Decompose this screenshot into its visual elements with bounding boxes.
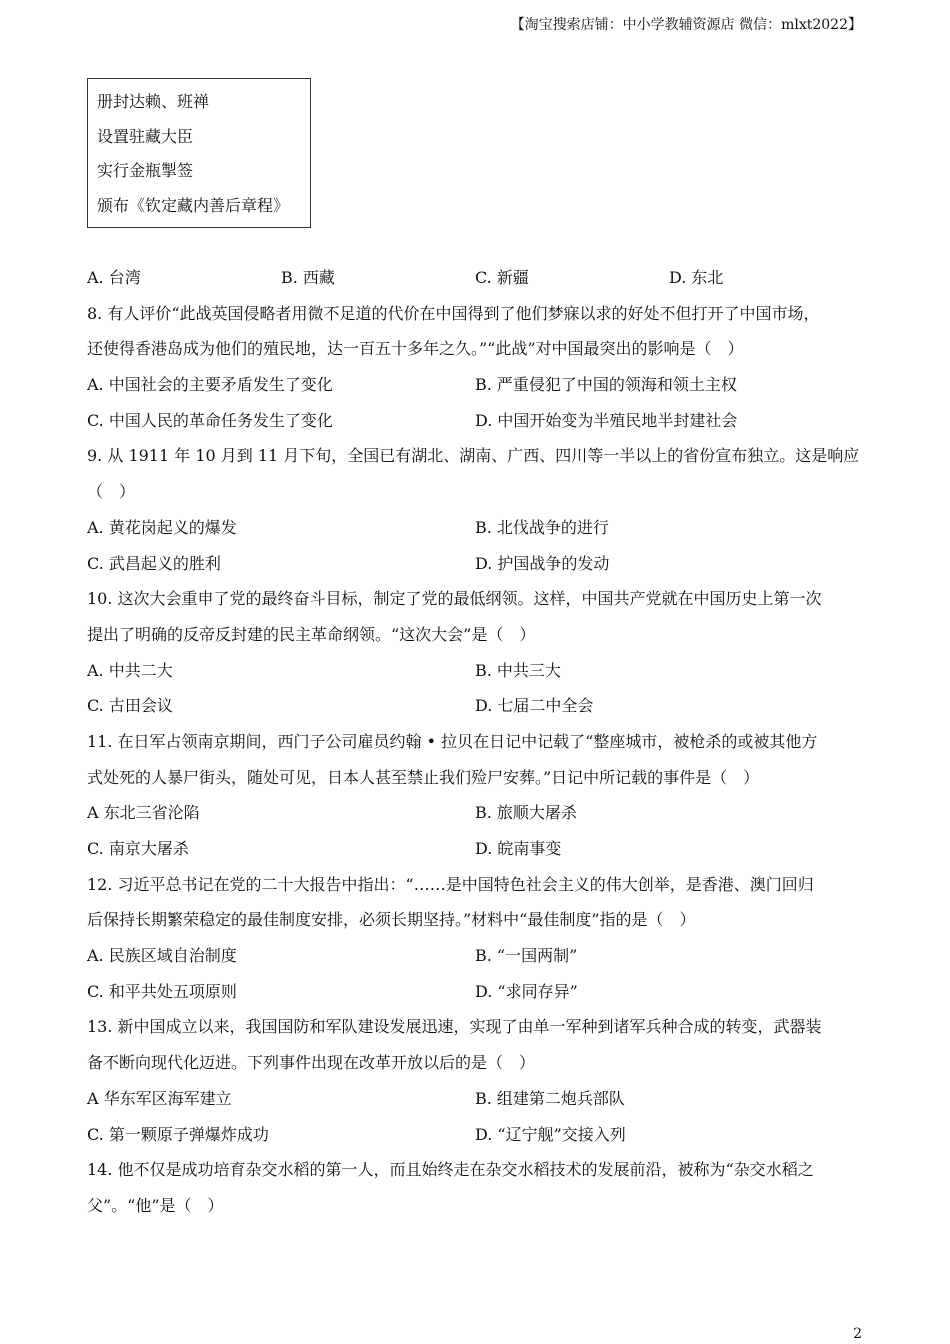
q12-option-a: A. 民族区域自治制度 <box>87 946 237 966</box>
q13-option-d: D. “辽宁舰”交接入列 <box>475 1124 626 1144</box>
q10-option-a: A. 中共二大 <box>87 660 173 680</box>
q9-stem-line-1: 9. 从 1911 年 10 月到 11 月下旬，全国已有湖北、湖南、广西、四川等一半以上的省份宣布独立。这是响应 <box>87 446 860 466</box>
q13-options-row-1 <box>87 1081 865 1117</box>
q13-options-row-2 <box>87 1117 865 1153</box>
q12-option-c: C. 和平共处五项原则 <box>87 981 237 1001</box>
question-list <box>87 260 865 1224</box>
q11-option-d: D. 皖南事变 <box>475 839 562 858</box>
q13-option-b: B. 组建第二炮兵部队 <box>475 1088 625 1108</box>
q10-stem-line-1: 10. 这次大会重申了党的最终奋斗目标，制定了党的最低纲领。这样，中国共产党就在中国历史上第一次 <box>87 589 822 609</box>
q10-options-row-2 <box>87 688 865 724</box>
q8-option-c: C. 中国人民的革命任务发生了变化 <box>87 410 333 430</box>
q9-options-row-1 <box>87 510 865 546</box>
q11-option-b: B. 旅顺大屠杀 <box>475 803 577 823</box>
q12-option-b: B. “一国两制” <box>475 946 578 966</box>
q9-option-a: A. 黄花岗起义的爆发 <box>87 517 237 537</box>
q9-option-b: B. 北伐战争的进行 <box>475 517 609 537</box>
material-line: 册封达赖、班禅 <box>97 92 210 111</box>
q12-stem-line-1: 12. 习近平总书记在党的二十大报告中指出：“……是中国特色社会主义的伟大创举，是香港、澳门回归 <box>87 874 814 894</box>
q13-stem-line-2: 备不断向现代化迈进。下列事件出现在改革开放以后的是（ ） <box>87 1053 536 1073</box>
q11-options-row-2 <box>87 831 865 867</box>
q13-stem-line-1: 13. 新中国成立以来，我国国防和军队建设发展迅速，实现了由单一军种到诸军兵种合成的转变，武器装 <box>87 1017 822 1037</box>
q11-stem-line-2: 式处死的人暴尸街头，随处可见，日本人甚至禁止我们殓尸安葬。”日记中所记载的事件是（ ） <box>87 767 760 787</box>
q12-options-row-1 <box>87 938 865 974</box>
q10-stem-line-2: 提出了明确的反帝反封建的民主革命纲领。“这次大会”是（ ） <box>87 624 536 644</box>
q10-option-d: D. 七届二中全会 <box>475 696 594 716</box>
q9-options-row-2 <box>87 546 865 582</box>
q8-option-b: B. 严重侵犯了中国的领海和领土主权 <box>475 375 737 395</box>
q8-stem-line-2: 还使得香港岛成为他们的殖民地，达一百五十多年之久。”“此战”对中国最突出的影响是（ ） <box>87 339 744 359</box>
q8-options-row-2 <box>87 403 865 439</box>
q8-stem-line-1: 8. 有人评价“此战英国侵略者用微不足道的代价在中国得到了他们梦寐以求的好处不但打开了中国市场， <box>87 303 820 323</box>
q10-options-row-1 <box>87 653 865 689</box>
material-box <box>87 78 311 228</box>
material-line: 设置驻藏大臣 <box>97 126 194 146</box>
q7-option-a: A. 台湾 <box>87 268 141 287</box>
q7-options-row <box>87 260 865 296</box>
q12-stem-line-2: 后保持长期繁荣稳定的最佳制度安排，必须长期坚持。”材料中“最佳制度”指的是（ ） <box>87 910 696 930</box>
q13-option-a: A 华东军区海军建立 <box>87 1088 232 1108</box>
page-number: 2 <box>853 1326 862 1342</box>
q8-options-row-1 <box>87 367 865 403</box>
q14-stem-line-2: 父”。“他”是（ ） <box>87 1195 224 1215</box>
q11-options-row-1 <box>87 795 865 831</box>
q8-option-d: D. 中国开始变为半殖民地半封建社会 <box>475 410 738 430</box>
q13-option-c: C. 第一颗原子弹爆炸成功 <box>87 1124 269 1144</box>
q12-option-d: D. “求同存异” <box>475 981 578 1001</box>
q11-option-c: C. 南京大屠杀 <box>87 839 189 858</box>
q7-option-c: C. 新疆 <box>475 268 529 287</box>
q10-option-b: B. 中共三大 <box>475 660 561 680</box>
q10-option-c: C. 古田会议 <box>87 696 173 716</box>
q9-option-d: D. 护国战争的发动 <box>475 553 610 573</box>
q11-option-a: A 东北三省沦陷 <box>87 803 200 823</box>
header-note: 【淘宝搜索店铺：中小学教辅资源店 微信：mlxt2022】 <box>510 17 862 33</box>
q9-option-c: C. 武昌起义的胜利 <box>87 553 221 573</box>
q8-option-a: A. 中国社会的主要矛盾发生了变化 <box>87 375 333 395</box>
material-line: 实行金瓶掣签 <box>97 161 194 180</box>
q7-option-b: B. 西藏 <box>281 268 335 287</box>
q12-options-row-2 <box>87 974 865 1010</box>
q9-stem-line-2: （ ） <box>87 482 136 502</box>
q7-option-d: D. 东北 <box>669 268 724 287</box>
q14-stem-line-1: 14. 他不仅是成功培育杂交水稻的第一人，而且始终走在杂交水稻技术的发展前沿，被称为“杂交水稻之 <box>87 1160 814 1180</box>
q11-stem-line-1: 11. 在日军占领南京期间，西门子公司雇员约翰 • 拉贝在日记中记载了“整座城市，被枪杀的或被其他方 <box>87 731 818 751</box>
material-line: 颁布《钦定藏内善后章程》 <box>97 195 290 215</box>
